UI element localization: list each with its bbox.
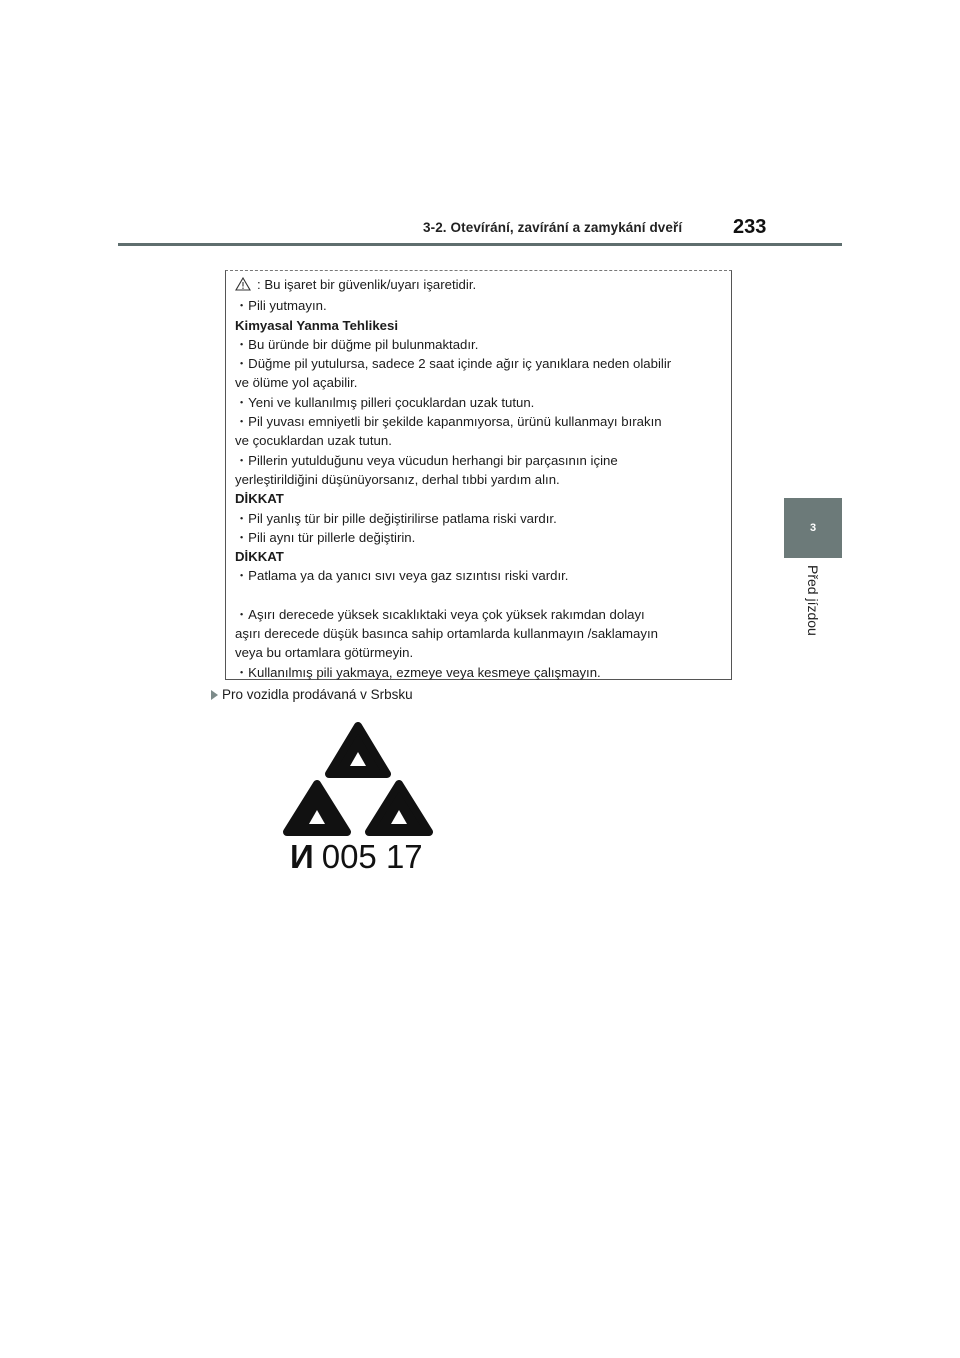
- warning-line: aşırı derecede düşük basınca sahip ortamlarda kullanmayın /saklamayın: [235, 626, 658, 642]
- warning-line: ・Aşırı derecede yüksek sıcaklıktaki veya çok yüksek rakımdan dolayı: [235, 606, 645, 622]
- warning-line: ・Bu üründe bir düğme pil bulunmaktadır.: [235, 336, 479, 352]
- cyrillic-mark: И: [290, 838, 314, 875]
- certification-number: 005 17: [321, 838, 423, 875]
- warning-triangle-icon: [235, 277, 251, 296]
- battery-warning-box: [225, 270, 732, 680]
- warning-line: veya bu ortamlara götürmeyin.: [235, 645, 414, 661]
- spacer: [235, 586, 723, 605]
- warning-line-text: : Bu işaret bir güvenlik/uyarı işaretidir.: [257, 277, 477, 292]
- certification-code: [290, 838, 423, 876]
- warning-heading: DİKKAT: [235, 549, 284, 565]
- region-note-text: Pro vozidla prodávaná v Srbsku: [222, 687, 413, 702]
- header-divider: [118, 243, 842, 246]
- warning-line: ve çocuklardan uzak tutun.: [235, 433, 392, 449]
- warning-line: ・Pillerin yutulduğunu veya vücudun herhangi bir parçasının içine: [235, 452, 618, 468]
- warning-heading: DİKKAT: [235, 491, 284, 507]
- warning-line: ve ölüme yol açabilir.: [235, 375, 358, 391]
- warning-line: ・Pil yanlış tür bir pille değiştirilirse patlama riski vardır.: [235, 510, 557, 526]
- warning-line: ・Pili aynı tür pillerle değiştirin.: [235, 529, 416, 545]
- chapter-tab: 3: [784, 498, 842, 558]
- page-number: 233: [733, 216, 767, 238]
- chapter-side-title: Před jízdou: [805, 565, 821, 636]
- warning-line: ・Patlama ya da yanıcı sıvı veya gaz sızıntısı riski vardır.: [235, 568, 569, 584]
- warning-line: ・Pil yuvası emniyetli bir şekilde kapanmıyorsa, ürünü kullanmayı bırakın: [235, 414, 662, 430]
- warning-line: [235, 275, 723, 296]
- warning-line: ・Yeni ve kullanılmış pilleri çocuklardan uzak tutun.: [235, 394, 535, 410]
- serbian-certification-mark-icon: [283, 722, 433, 837]
- triangle-arrow-icon: [211, 690, 218, 700]
- warning-line: ・Kullanılmış pili yakmaya, ezmeye veya kesmeye çalışmayın.: [235, 664, 601, 680]
- warning-heading: Kimyasal Yanma Tehlikesi: [235, 317, 398, 333]
- warning-line: yerleştirildiğini düşünüyorsanız, derhal tıbbi yardım alın.: [235, 471, 560, 487]
- region-note: [211, 687, 413, 702]
- warning-line: ・Düğme pil yutulursa, sadece 2 saat içinde ağır iç yanıklara neden olabilir: [235, 356, 672, 372]
- warning-line: ・Pili yutmayın.: [235, 298, 327, 314]
- section-title: 3-2. Otevírání, zavírání a zamykání dveří: [423, 220, 683, 235]
